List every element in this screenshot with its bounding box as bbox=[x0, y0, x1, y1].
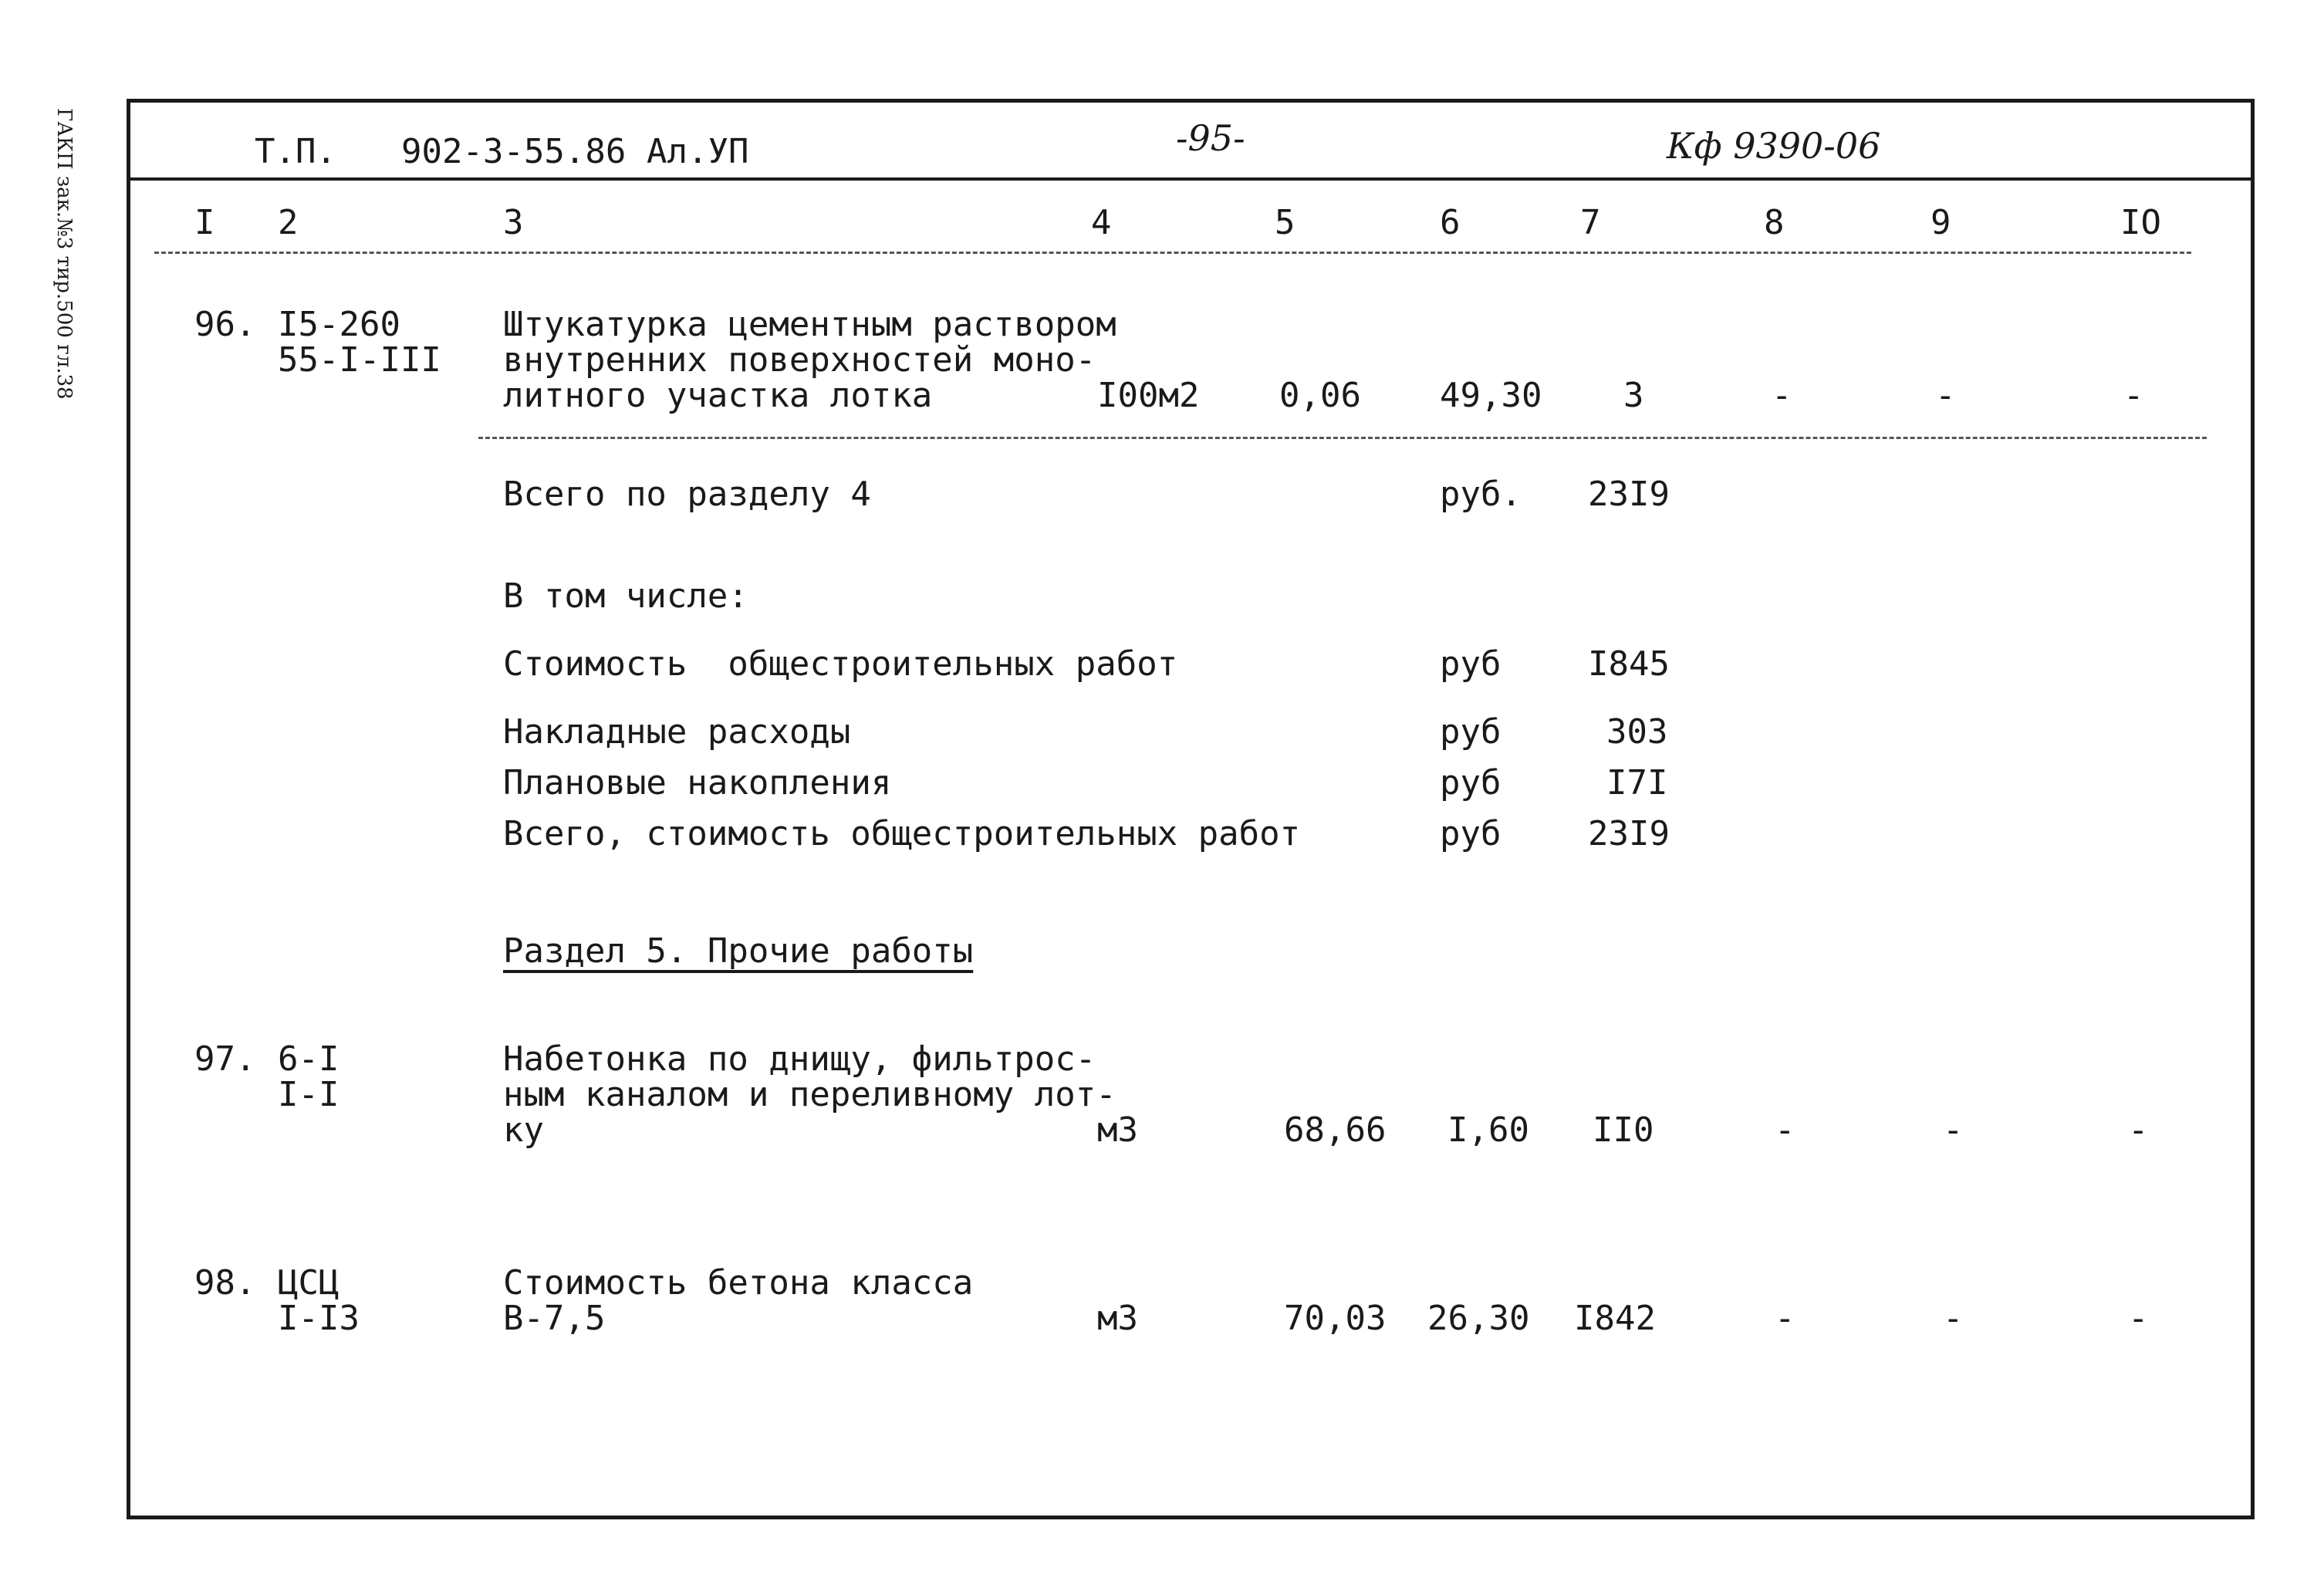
col9-value: - bbox=[1935, 376, 1956, 415]
summary-line-label: Плановые накопления bbox=[503, 763, 892, 803]
row-number: 98. bbox=[194, 1263, 256, 1303]
unit-price: 49,30 bbox=[1440, 376, 1542, 415]
tp-label: Т.П. bbox=[255, 132, 336, 171]
work-description: Стоимость бетона класса bbox=[503, 1263, 974, 1303]
summary-line-unit: руб bbox=[1440, 644, 1501, 684]
side-margin-note bbox=[45, 108, 91, 494]
total-cost: 3 bbox=[1623, 376, 1644, 415]
summary-line-value: I845 bbox=[1588, 644, 1670, 684]
col-num-9: 9 bbox=[1930, 203, 1951, 242]
col-num-4: 4 bbox=[1091, 203, 1112, 242]
section-title: Раздел 5. Прочие работы bbox=[503, 931, 974, 971]
including-label: В том числе: bbox=[503, 576, 748, 616]
col8-value: - bbox=[1772, 376, 1792, 415]
rate-code: I-I bbox=[278, 1075, 339, 1114]
work-description: литного участка лотка bbox=[503, 376, 933, 415]
quantity: 0,06 bbox=[1279, 376, 1361, 415]
col8-value: - bbox=[1775, 1110, 1795, 1150]
col-num-7: 7 bbox=[1580, 203, 1601, 242]
side-note-text: ГАКП зак.№3 тир.500 гл.38 bbox=[52, 108, 76, 400]
unit: м3 bbox=[1097, 1299, 1138, 1338]
summary-line-label: Всего, стоимость общестроительных работ bbox=[503, 814, 1301, 853]
work-description: В-7,5 bbox=[503, 1299, 606, 1338]
section-total-unit: руб. bbox=[1440, 475, 1522, 514]
col-num-8: 8 bbox=[1764, 203, 1785, 242]
rate-code: ЦСЦ bbox=[278, 1263, 339, 1303]
total-cost: II0 bbox=[1593, 1110, 1654, 1150]
col9-value: - bbox=[1943, 1110, 1964, 1150]
quantity: 70,03 bbox=[1284, 1299, 1387, 1338]
unit: м3 bbox=[1097, 1110, 1138, 1150]
page-number: -95- bbox=[1176, 117, 1245, 159]
unit-price: I,60 bbox=[1447, 1110, 1529, 1150]
project-code: 902-3-55.86 bbox=[401, 132, 627, 171]
row-number: 97. bbox=[194, 1039, 256, 1079]
col-num-1: I bbox=[194, 203, 215, 242]
album-label: Ал.УП bbox=[647, 132, 749, 171]
col8-value: - bbox=[1775, 1299, 1795, 1338]
work-description: ным каналом и переливному лот- bbox=[503, 1075, 1116, 1114]
total-cost: I842 bbox=[1574, 1299, 1656, 1338]
summary-line-value: 303 bbox=[1606, 712, 1668, 752]
row-divider bbox=[478, 437, 2207, 439]
rate-code: I5-260 bbox=[278, 305, 400, 344]
rate-code: I-I3 bbox=[278, 1299, 360, 1338]
summary-line-unit: руб bbox=[1440, 763, 1501, 803]
summary-line-value: I7I bbox=[1606, 763, 1668, 803]
rate-code: 6-I bbox=[278, 1039, 339, 1079]
summary-line-value: 23I9 bbox=[1588, 814, 1670, 853]
work-description: внутренних поверхностей моно- bbox=[503, 340, 1096, 380]
rate-code: 55-I-III bbox=[278, 340, 441, 380]
section-total-label: Всего по разделу 4 bbox=[503, 475, 871, 514]
document-stamp: Кф 9390-06 bbox=[1667, 125, 1881, 167]
work-description: Штукатурка цементным раствором bbox=[503, 305, 1116, 344]
row-number: 96. bbox=[194, 305, 256, 344]
quantity: 68,66 bbox=[1284, 1110, 1387, 1150]
column-header-divider bbox=[154, 252, 2191, 254]
page-frame bbox=[127, 99, 2255, 1519]
col-num-5: 5 bbox=[1275, 203, 1295, 242]
col9-value: - bbox=[1943, 1299, 1964, 1338]
summary-line-label: Накладные расходы bbox=[503, 712, 851, 752]
col-num-6: 6 bbox=[1440, 203, 1461, 242]
summary-line-unit: руб bbox=[1440, 814, 1501, 853]
col-num-3: 3 bbox=[503, 203, 524, 242]
section-total-value: 23I9 bbox=[1588, 475, 1670, 514]
work-description: ку bbox=[503, 1110, 544, 1150]
summary-line-unit: руб bbox=[1440, 712, 1501, 752]
col10-value: - bbox=[2123, 376, 2144, 415]
col-num-2: 2 bbox=[278, 203, 299, 242]
col10-value: - bbox=[2128, 1110, 2149, 1150]
summary-line-label: Стоимость общестроительных работ bbox=[503, 644, 1178, 684]
unit-price: 26,30 bbox=[1427, 1299, 1530, 1338]
col-num-10: IO bbox=[2120, 203, 2161, 242]
header-rule bbox=[127, 177, 2255, 181]
work-description: Набетонка по днищу, фильтрос- bbox=[503, 1039, 1096, 1079]
col10-value: - bbox=[2128, 1299, 2149, 1338]
unit: I00м2 bbox=[1097, 376, 1200, 415]
